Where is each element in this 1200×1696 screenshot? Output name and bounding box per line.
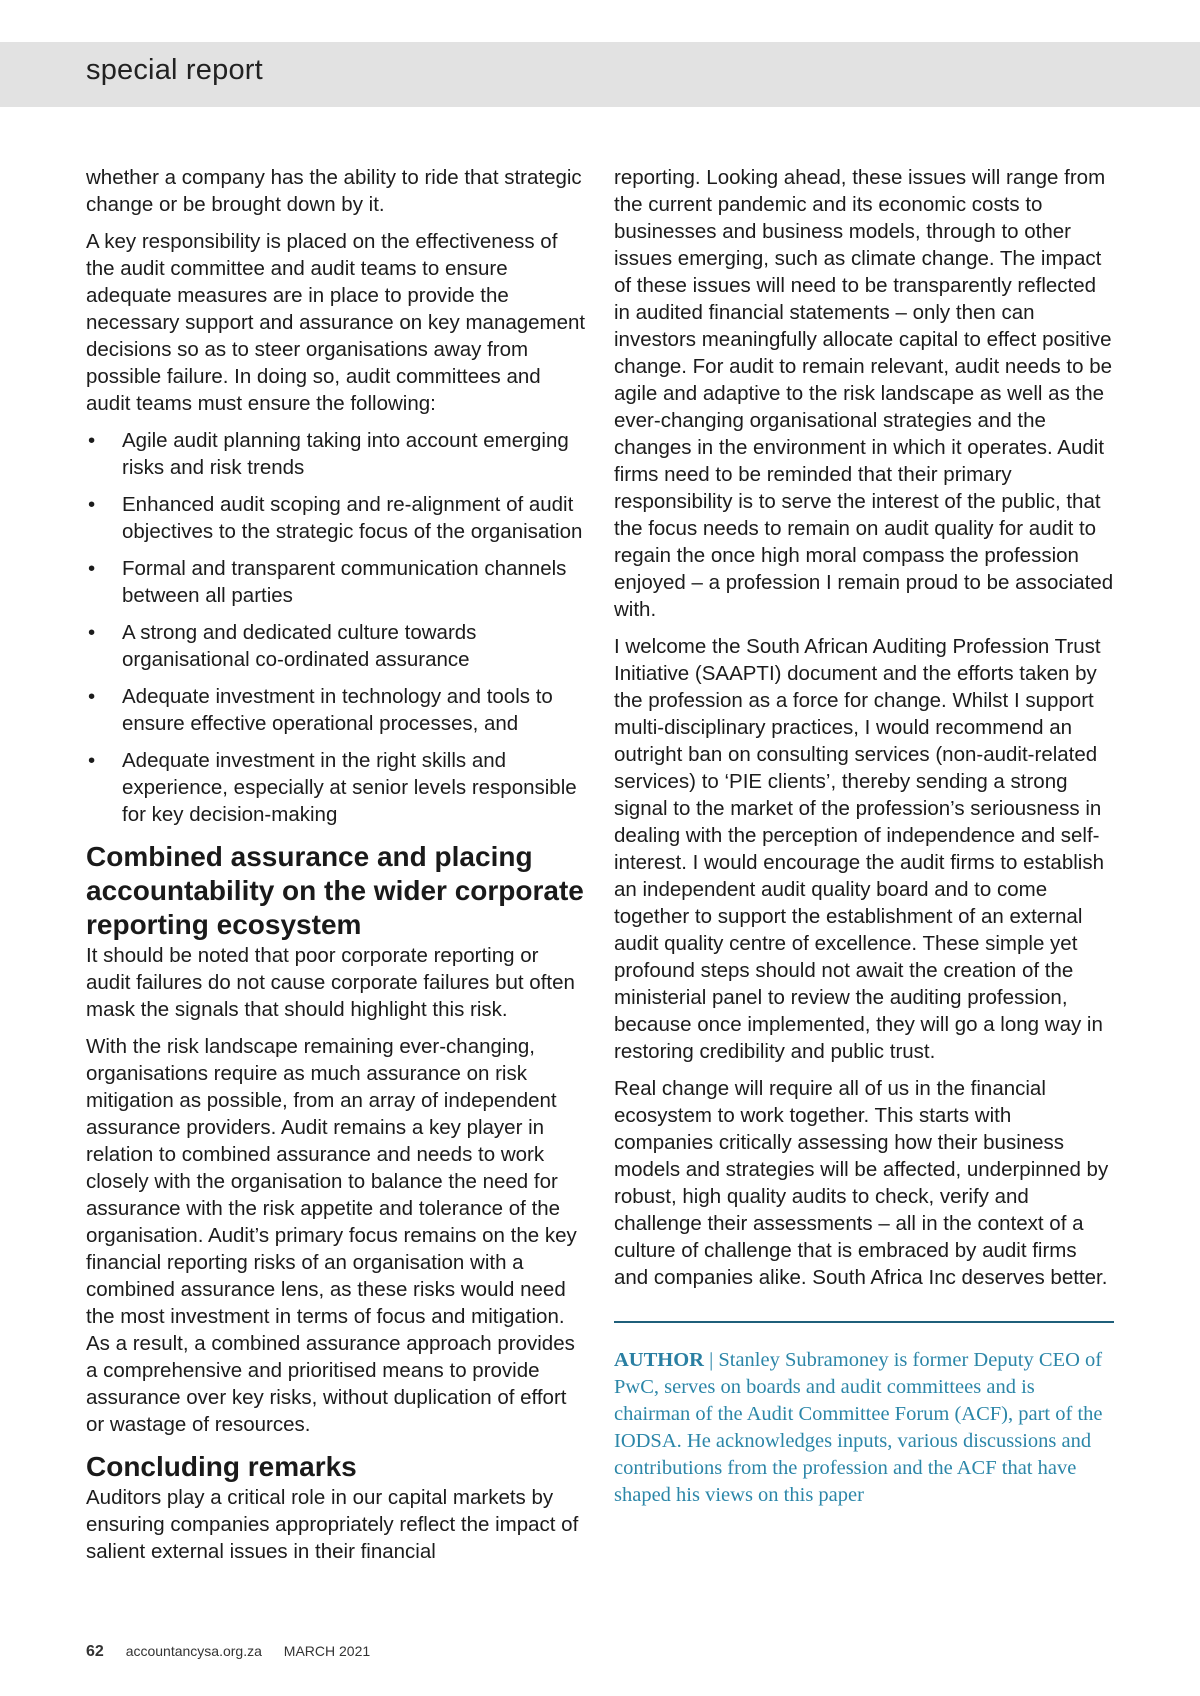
bullet-list [86,427,586,828]
author-text: Stanley Subramoney is former Deputy CEO of PwC, serves on boards and audit committees and is chairman of the Audit Committee Forum (ACF), part of the IODSA. He acknowledges inputs, various discussions and contributions from the profession and the ACF that have shaped his views on this paper [614,1349,1103,1506]
section-title: special report [86,54,263,86]
body-paragraph: I welcome the South African Auditing Profession Trust Initiative (SAAPTI) document and the efforts taken by the profession as a force for change. Whilst I support multi-disciplinary practices, I would recommend an outright ban on consulting services (non-audit-related services) to ‘PIE clients’, thereby sending a strong signal to the market of the profession’s seriousness in dealing with the perception of independence and self-interest. I would encourage the audit firms to establish an independent audit quality board and to come together to support the establishment of an external audit quality centre of excellence. These simple yet profound steps should not await the creation of the ministerial panel to review the auditing profession, because once implemented, they will go a long way in restoring credibility and public trust. [614,635,1104,1063]
author-label: AUTHOR [614,1349,704,1371]
bullet-item: • Adequate investment in the right skills and experience, especially at senior levels responsible for key decision-making [86,747,586,828]
body-paragraph: Real change will require all of us in the financial ecosystem to work together. This starts with companies critically assessing how their business models and strategies will be affected, underpinned by robust, high quality audits to check, verify and challenge their assessments – all in the context of a culture of challenge that is embraced by audit firms and companies alike. South Africa Inc deserves better. [614,1077,1109,1289]
body-paragraph: whether a company has the ability to ride that strategic change or be brought down by it. [86,166,582,216]
bullet-item: • Enhanced audit scoping and re-alignment of audit objectives to the strategic focus of the organisation [86,491,586,545]
page-number: 62 [86,1643,104,1660]
body-paragraph: reporting. Looking ahead, these issues will range from the current pandemic and its economic costs to businesses and business models, through to other issues emerging, such as climate change. The impact of these issues will need to be transparently reflected in audited financial statements – only then can investors meaningfully allocate capital to effect positive change. For audit to remain relevant, audit needs to be agile and adaptive to the risk landscape as well as the ever-changing organisational strategies and the changes in the environment in which it operates. Audit firms need to be reminded that their primary responsibility is to serve the interest of the public, that the focus needs to remain on audit quality for audit to regain the once high moral compass the profession enjoyed – a profession I remain proud to be associated with. [614,166,1114,621]
page-footer [86,1643,370,1661]
left-column [86,164,586,1575]
right-column [614,164,1114,1509]
section-heading-combined-assurance: Combined assurance and placing accountability on the wider corporate reporting ecosystem [86,841,584,940]
body-paragraph: With the risk landscape remaining ever-changing, organisations require as much assurance on risk mitigation as possible, from an array of independent assurance providers. Audit remains a key player in relation to combined assurance and needs to work closely with the organisation to balance the need for assurance with the risk appetite and tolerance of the organisation. Audit’s primary focus remains on the key financial reporting risks of an organisation with a combined assurance lens, as these risks would need the most investment in terms of focus and mitigation. As a result, a combined assurance approach provides a comprehensive and prioritised means to provide assurance over key risks, without duplication of effort or wastage of resources. [86,1035,577,1436]
body-paragraph: It should be noted that poor corporate reporting or audit failures do not cause corporate failures but often mask the signals that should highlight this risk. [86,944,575,1021]
body-paragraph: A key responsibility is placed on the effectiveness of the audit committee and audit teams to ensure adequate measures are in place to provide the necessary support and assurance on key management decisions so as to steer organisations away from possible failure. In doing so, audit committees and audit teams must ensure the following: [86,230,586,415]
bullet-item: • Agile audit planning taking into account emerging risks and risk trends [86,427,586,481]
section-heading-concluding-remarks: Concluding remarks [86,1451,357,1482]
author-separator: | [703,1349,719,1371]
author-bio [614,1347,1114,1509]
author-divider [614,1321,1114,1323]
bullet-item: • Formal and transparent communication channels between all parties [86,555,586,609]
footer-site: accountancysa.org.za [125,1643,262,1659]
footer-issue: MARCH 2021 [283,1643,371,1659]
bullet-item: • Adequate investment in technology and tools to ensure effective operational processes, and [86,683,586,737]
bullet-item: • A strong and dedicated culture towards organisational co-ordinated assurance [86,619,586,673]
body-paragraph: Auditors play a critical role in our capital markets by ensuring companies appropriately reflect the impact of salient external issues in their financial [86,1486,579,1563]
